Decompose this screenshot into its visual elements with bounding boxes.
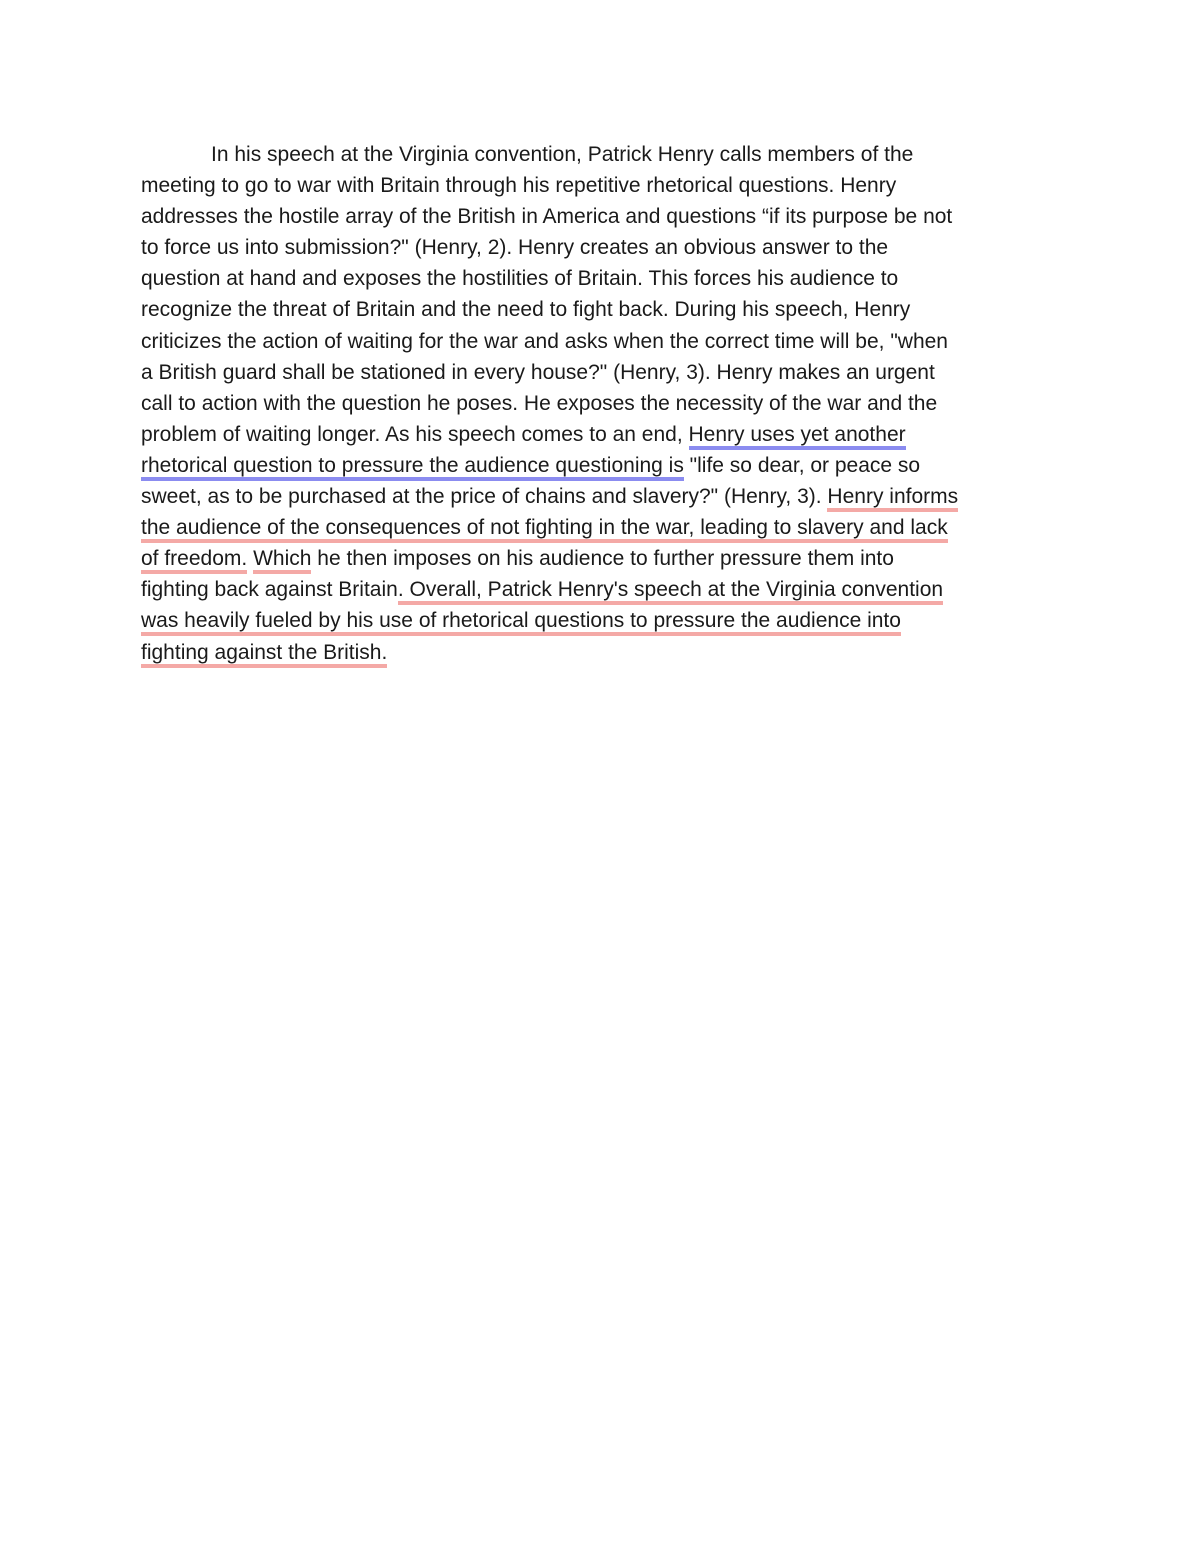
text-segment: a British guard shall be stationed in every house?" (Henry, 3). Henry makes an urgent (141, 360, 935, 384)
text-segment: recognize the threat of Britain and the need to fight back. During his speech, Henry (141, 298, 911, 322)
paragraph-indent (141, 143, 211, 166)
text-line (141, 170, 1071, 201)
text-segment: problem of waiting longer. As his speech comes to an end, (141, 422, 689, 446)
text-segment: In his speech at the Virginia convention, Patrick Henry calls members of the (211, 143, 914, 166)
underlined-text-pink: . Overall, Patrick Henry's speech at the Virginia convention (398, 578, 943, 605)
text-line (141, 139, 1071, 170)
text-line (141, 450, 1071, 481)
text-segment: question at hand and exposes the hostilities of Britain. This forces his audience to (141, 267, 899, 291)
underlined-text-pink: the audience of the consequences of not fighting in the war, leading to slavery and lack (141, 516, 948, 543)
text-line (141, 543, 1071, 574)
underlined-text-pink: Henry informs (827, 485, 958, 512)
underlined-text-pink: Which (253, 547, 311, 574)
underlined-text-pink: of freedom. (141, 547, 247, 574)
text-line (141, 357, 1071, 388)
text-segment: he then imposes on his audience to further pressure them into (311, 547, 894, 571)
underlined-text-pink: was heavily fueled by his use of rhetorical questions to pressure the audience into (141, 609, 901, 636)
text-line (141, 574, 1071, 605)
text-segment: "life so dear, or peace so (683, 453, 921, 477)
text-line (141, 419, 1071, 450)
text-line (141, 637, 1071, 668)
text-line (141, 605, 1071, 636)
underlined-text-pink: fighting against the British. (141, 641, 387, 668)
text-line (141, 201, 1071, 232)
text-line (141, 232, 1071, 263)
essay-paragraph (141, 139, 1071, 668)
text-line (141, 294, 1071, 325)
text-line (141, 512, 1071, 543)
underlined-text-blue: Henry uses yet another (689, 423, 906, 450)
text-segment: sweet, as to be purchased at the price of chains and slavery?" (Henry, 3). (141, 485, 828, 509)
text-line (141, 326, 1071, 357)
text-segment: call to action with the question he poses. He exposes the necessity of the war and the (141, 391, 938, 415)
text-line (141, 388, 1071, 419)
text-segment: addresses the hostile array of the British in America and questions “if its purpose be not (141, 205, 953, 229)
text-segment: to force us into submission?" (Henry, 2). Henry creates an obvious answer to the (141, 236, 889, 260)
text-segment: fighting back against Britain (141, 578, 398, 602)
text-line (141, 263, 1071, 294)
text-line (141, 481, 1071, 512)
underlined-text-blue: rhetorical question to pressure the audience questioning is (141, 454, 684, 481)
text-segment: criticizes the action of waiting for the war and asks when the correct time will be, "when (141, 329, 948, 353)
text-segment: meeting to go to war with Britain through his repetitive rhetorical questions. Henry (141, 174, 897, 198)
